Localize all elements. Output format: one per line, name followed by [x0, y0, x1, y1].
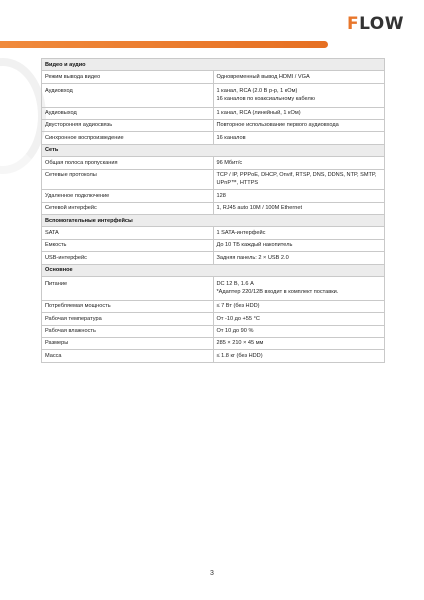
spec-key: Режим вывода видео [42, 71, 214, 83]
spec-row [42, 83, 385, 107]
spec-row [42, 313, 385, 325]
spec-row [42, 227, 385, 239]
spec-value [213, 190, 385, 202]
spec-row [42, 300, 385, 312]
spec-value [213, 202, 385, 214]
spec-value-line: ≤ 7 Вт (без HDD) [216, 303, 260, 310]
spec-value [213, 313, 385, 325]
spec-key: Емкость [42, 239, 214, 251]
spec-value [213, 350, 385, 362]
spec-row [42, 202, 385, 214]
spec-row [42, 71, 385, 83]
spec-value-line: Задняя панель: 2 × USB 2.0 [216, 254, 289, 261]
spec-row [42, 107, 385, 119]
spec-key: USB-интерфейс [42, 252, 214, 264]
spec-key: Двусторонняя аудиосвязь [42, 119, 214, 131]
flow-logo [347, 14, 404, 34]
spec-key: Сетевые протоколы [42, 169, 214, 190]
spec-value-line: От -10 до +55 °С [216, 315, 260, 322]
spec-value-line: 96 Мбит/с [216, 159, 243, 166]
spec-row [42, 119, 385, 131]
spec-value-line: *Адаптер 220/12В входит в комплект поставки. [216, 289, 339, 296]
spec-row [42, 157, 385, 169]
spec-key: Синхронное воспроизведение [42, 132, 214, 144]
spec-row [42, 337, 385, 349]
spec-value [213, 169, 385, 190]
spec-row [42, 132, 385, 144]
spec-value-line: TCP / IP, PPPoE, DHCP, Onvif, RTSP, DNS, DDNS, NTP, SMTP, UPnP™, HTTPS [216, 172, 377, 187]
spec-row [42, 350, 385, 362]
decorative-swirl [0, 58, 46, 174]
spec-value-line: 1 SATA-интерфейс [216, 229, 266, 236]
spec-value-line: 1 канал, RCA (линейный, 1 кОм) [216, 110, 301, 117]
spec-value [213, 277, 385, 301]
spec-key: Потребляемая мощность [42, 300, 214, 312]
logo-first-letter: F [346, 14, 360, 34]
spec-row [42, 190, 385, 202]
spec-value [213, 83, 385, 107]
section-title: Сеть [42, 144, 385, 156]
spec-value-line: 1, RJ45 auto 10M / 100M Ethernet [216, 205, 303, 212]
spec-value-line: 16 каналов по коаксиальному кабелю [216, 96, 315, 103]
spec-value [213, 239, 385, 251]
spec-value [213, 71, 385, 83]
spec-key: Удаленное подключение [42, 190, 214, 202]
spec-table [41, 58, 385, 363]
section-header [42, 215, 385, 227]
spec-row [42, 277, 385, 301]
spec-value-line: 285 × 210 × 45 мм [216, 340, 264, 347]
spec-key: Размеры [42, 337, 214, 349]
spec-value [213, 132, 385, 144]
spec-value-line: 128 [216, 192, 226, 199]
page-number: 3 [210, 570, 214, 577]
spec-key: Общая полоса пропускания [42, 157, 214, 169]
spec-key: Масса [42, 350, 214, 362]
spec-value-line: ≤ 1.8 кг (без HDD) [216, 352, 263, 359]
section-title: Основное [42, 264, 385, 276]
spec-row [42, 169, 385, 190]
spec-value-line: 16 каналов [216, 134, 246, 141]
spec-value-line: От 10 до 90 % [216, 328, 254, 335]
section-title: Видео и аудио [42, 59, 385, 71]
spec-key: Питание [42, 277, 214, 301]
spec-value [213, 227, 385, 239]
spec-key: Рабочая влажность [42, 325, 214, 337]
spec-value-line: DC 12 В, 1.6 А [216, 281, 254, 288]
spec-value-line: До 10 ТБ каждый накопитель [216, 242, 293, 249]
spec-row [42, 239, 385, 251]
spec-key: Аудиовход [42, 83, 214, 107]
logo-rest: LOW [359, 14, 404, 34]
spec-value [213, 107, 385, 119]
spec-key: Сетевой интерфейс [42, 202, 214, 214]
section-header [42, 59, 385, 71]
spec-table-body [42, 59, 385, 363]
spec-key: Рабочая температура [42, 313, 214, 325]
spec-value [213, 300, 385, 312]
spec-value [213, 337, 385, 349]
spec-value [213, 157, 385, 169]
section-header [42, 264, 385, 276]
section-header [42, 144, 385, 156]
spec-value-line: 1 канал, RCA (2.0 В р-р, 1 кОм) [216, 87, 298, 94]
spec-row [42, 325, 385, 337]
spec-row [42, 252, 385, 264]
spec-value-line: Одновременный вывод HDMI / VGA [216, 73, 310, 80]
spec-value [213, 325, 385, 337]
spec-value-line: Повторное использование первого аудиовхода [216, 122, 339, 129]
spec-value [213, 252, 385, 264]
spec-key: Аудиовыход [42, 107, 214, 119]
section-title: Вспомогательные интерфейсы [42, 215, 385, 227]
spec-key: SATA [42, 227, 214, 239]
header-accent-bar [0, 41, 328, 48]
spec-value [213, 119, 385, 131]
